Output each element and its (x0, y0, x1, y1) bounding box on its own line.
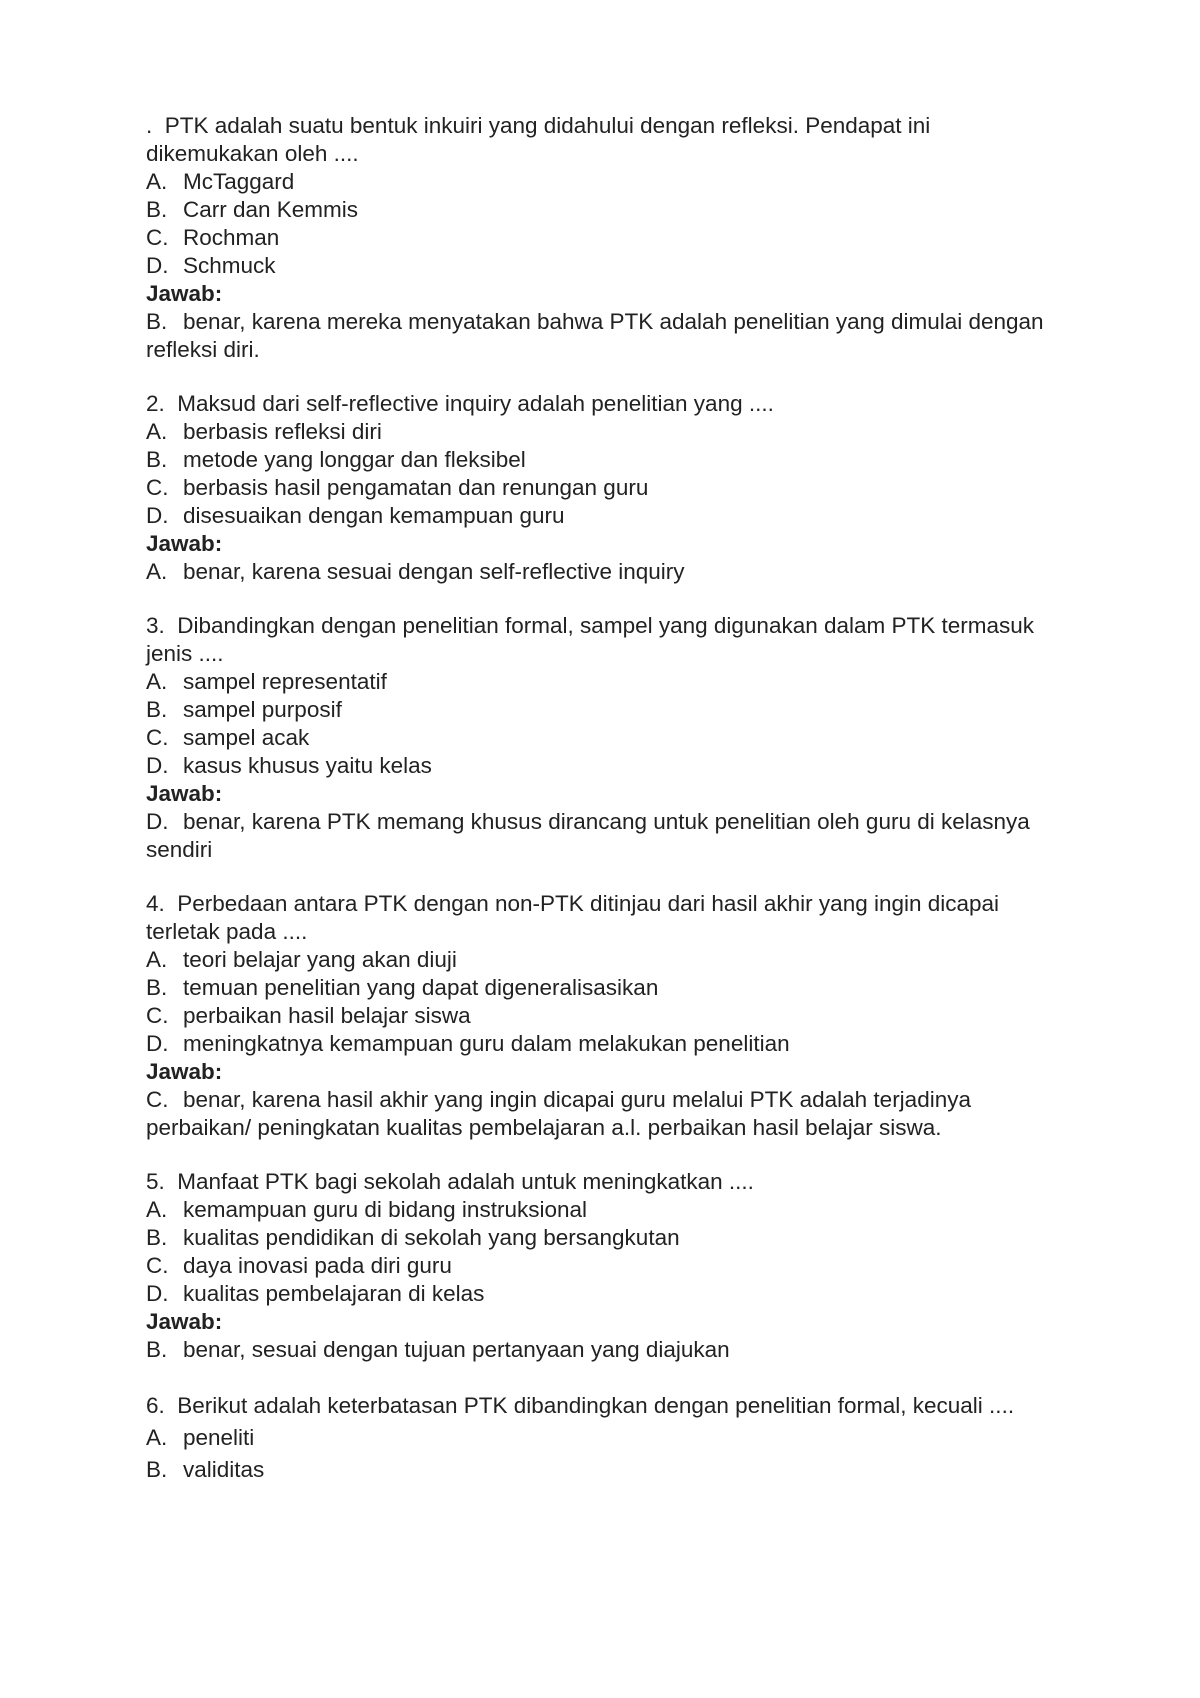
option-c (146, 224, 1066, 252)
question-number: 3. (146, 613, 165, 638)
option-text: kemampuan guru di bidang instruksional (183, 1197, 587, 1222)
question-body: Manfaat PTK bagi sekolah adalah untuk meningkatkan .... (177, 1169, 754, 1194)
question-text (146, 890, 1066, 946)
option-d (146, 1280, 1066, 1308)
option-d (146, 1030, 1066, 1058)
option-b (146, 974, 1066, 1002)
question-text (146, 1168, 1066, 1196)
answer (146, 1336, 1066, 1364)
option-letter: C. (146, 1253, 169, 1278)
question-2 (146, 390, 1066, 586)
question-number: 4. (146, 891, 165, 916)
answer (146, 1086, 1066, 1142)
answer-text: benar, karena sesuai dengan self-reflective inquiry (183, 559, 685, 584)
option-a (146, 946, 1066, 974)
option-text: McTaggard (183, 169, 295, 194)
option-text: metode yang longgar dan fleksibel (183, 447, 526, 472)
jawab-label: Jawab: (146, 781, 223, 806)
option-letter: B. (146, 197, 168, 222)
option-text: peneliti (183, 1425, 255, 1450)
option-d (146, 502, 1066, 530)
question-text (146, 612, 1066, 668)
option-text: validitas (183, 1457, 265, 1482)
option-b (146, 196, 1066, 224)
option-c (146, 724, 1066, 752)
question-1 (146, 112, 1066, 364)
question-text (146, 390, 1066, 418)
option-text: kualitas pendidikan di sekolah yang bersangkutan (183, 1225, 680, 1250)
question-body: Dibandingkan dengan penelitian formal, sampel yang digunakan dalam PTK termasuk jenis .... (146, 613, 1041, 666)
question-6 (146, 1390, 1066, 1486)
answer-text: benar, karena hasil akhir yang ingin dicapai guru melalui PTK adalah terjadinya perbaikan/ peningkatan kualitas pembelajaran a.l. perbaikan hasil belajar siswa. (146, 1087, 978, 1140)
option-text: meningkatnya kemampuan guru dalam melakukan penelitian (183, 1031, 790, 1056)
option-text: daya inovasi pada diri guru (183, 1253, 452, 1278)
answer-text: benar, karena PTK memang khusus dirancang untuk penelitian oleh guru di kelasnya sendiri (146, 809, 1037, 862)
option-b (146, 446, 1066, 474)
option-d (146, 752, 1066, 780)
option-letter: B. (146, 1225, 168, 1250)
question-text (146, 112, 1066, 168)
option-a (146, 418, 1066, 446)
jawab-label: Jawab: (146, 1309, 223, 1334)
option-text: disesuaikan dengan kemampuan guru (183, 503, 565, 528)
question-5 (146, 1168, 1066, 1364)
jawab-label: Jawab: (146, 531, 223, 556)
answer-text: benar, sesuai dengan tujuan pertanyaan yang diajukan (183, 1337, 730, 1362)
option-c (146, 474, 1066, 502)
option-a (146, 1196, 1066, 1224)
option-text: sampel purposif (183, 697, 342, 722)
question-number: 2. (146, 391, 165, 416)
option-letter: C. (146, 225, 169, 250)
option-letter: A. (146, 169, 168, 194)
option-text: temuan penelitian yang dapat digeneralisasikan (183, 975, 659, 1000)
option-text: Carr dan Kemmis (183, 197, 359, 222)
option-letter: D. (146, 503, 169, 528)
option-letter: B. (146, 1457, 168, 1482)
question-number: 6. (146, 1393, 165, 1418)
option-text: kasus khusus yaitu kelas (183, 753, 432, 778)
option-letter: C. (146, 725, 169, 750)
document-page (146, 112, 1066, 1486)
option-letter: B. (146, 697, 168, 722)
option-text: Schmuck (183, 253, 276, 278)
option-a (146, 1422, 1066, 1454)
answer (146, 308, 1066, 364)
option-text: berbasis refleksi diri (183, 419, 382, 444)
jawab-label: Jawab: (146, 1059, 223, 1084)
option-a (146, 668, 1066, 696)
option-text: kualitas pembelajaran di kelas (183, 1281, 485, 1306)
question-body: Perbedaan antara PTK dengan non-PTK ditinjau dari hasil akhir yang ingin dicapai terletak pada .... (146, 891, 1006, 944)
answer-letter: B. (146, 1337, 168, 1362)
option-text: Rochman (183, 225, 280, 250)
answer-letter: C. (146, 1087, 169, 1112)
question-body: PTK adalah suatu bentuk inkuiri yang didahului dengan refleksi. Pendapat ini dikemukakan oleh .... (146, 113, 937, 166)
option-letter: C. (146, 1003, 169, 1028)
question-3 (146, 612, 1066, 864)
option-letter: D. (146, 753, 169, 778)
option-letter: A. (146, 669, 168, 694)
option-b (146, 1224, 1066, 1252)
option-letter: A. (146, 1425, 168, 1450)
question-text (146, 1390, 1066, 1422)
option-b (146, 1454, 1066, 1486)
answer-letter: D. (146, 809, 169, 834)
question-4 (146, 890, 1066, 1142)
option-text: sampel acak (183, 725, 310, 750)
question-number: . (146, 113, 153, 138)
option-c (146, 1002, 1066, 1030)
option-letter: D. (146, 1031, 169, 1056)
option-letter: B. (146, 975, 168, 1000)
option-letter: D. (146, 1281, 169, 1306)
answer (146, 558, 1066, 586)
answer (146, 808, 1066, 864)
option-letter: B. (146, 447, 168, 472)
option-c (146, 1252, 1066, 1280)
option-d (146, 252, 1066, 280)
question-body: Maksud dari self-reflective inquiry adalah penelitian yang .... (177, 391, 774, 416)
option-text: teori belajar yang akan diuji (183, 947, 457, 972)
answer-letter: A. (146, 559, 168, 584)
jawab-label: Jawab: (146, 281, 223, 306)
option-letter: C. (146, 475, 169, 500)
answer-letter: B. (146, 309, 168, 334)
option-letter: A. (146, 1197, 168, 1222)
option-text: sampel representatif (183, 669, 387, 694)
option-text: perbaikan hasil belajar siswa (183, 1003, 471, 1028)
option-letter: D. (146, 253, 169, 278)
answer-text: benar, karena mereka menyatakan bahwa PTK adalah penelitian yang dimulai dengan refleksi diri. (146, 309, 1050, 362)
question-number: 5. (146, 1169, 165, 1194)
option-b (146, 696, 1066, 724)
option-a (146, 168, 1066, 196)
question-body: Berikut adalah keterbatasan PTK dibandingkan dengan penelitian formal, kecuali .... (177, 1393, 1015, 1418)
option-letter: A. (146, 419, 168, 444)
option-text: berbasis hasil pengamatan dan renungan guru (183, 475, 649, 500)
option-letter: A. (146, 947, 168, 972)
